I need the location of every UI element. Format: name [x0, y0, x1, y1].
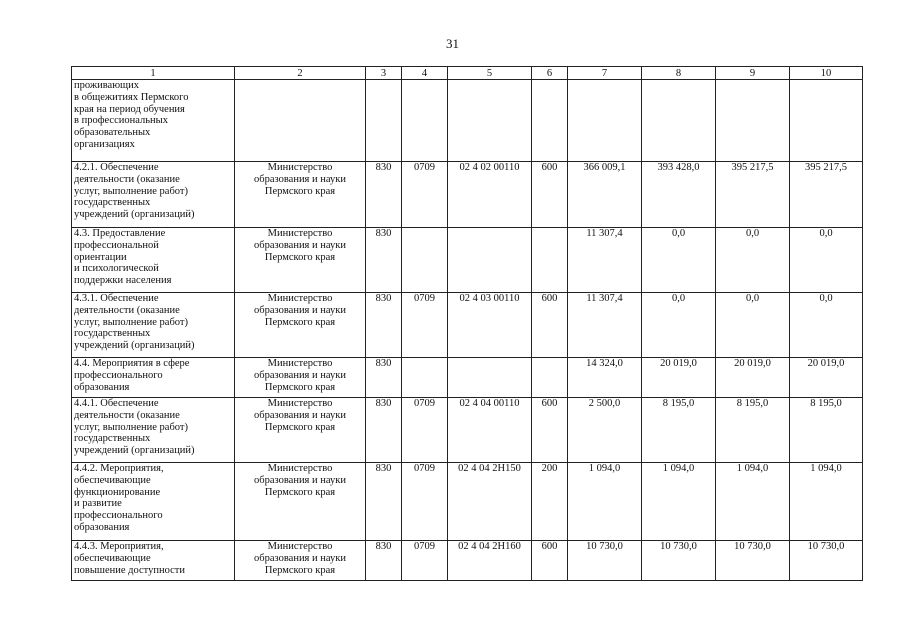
- cell-ministry-code: 830: [366, 463, 402, 541]
- cell-expense-type: [532, 358, 568, 398]
- cell-amount-10: 0,0: [790, 293, 863, 358]
- cell-amount-8: 20 019,0: [642, 358, 716, 398]
- table-row: [72, 80, 863, 162]
- table-row: [72, 228, 863, 293]
- cell-amount-10: [790, 80, 863, 162]
- row-executor: Министерство образования и науки Пермского края: [235, 228, 366, 293]
- cell-target-code: [448, 228, 532, 293]
- cell-amount-8: 1 094,0: [642, 463, 716, 541]
- cell-section-code: 0709: [402, 463, 448, 541]
- header-cell-10: 10: [790, 67, 863, 80]
- cell-amount-10: 1 094,0: [790, 463, 863, 541]
- header-cell-1: 1: [72, 67, 235, 80]
- row-name: 4.4.3. Мероприятия, обеспечивающие повышение доступности: [72, 541, 235, 581]
- cell-expense-type: 600: [532, 293, 568, 358]
- row-name: 4.4.1. Обеспечение деятельности (оказание услуг, выполнение работ) государственных учреждений (организаций): [72, 398, 235, 463]
- cell-ministry-code: [366, 80, 402, 162]
- cell-amount-8: 0,0: [642, 228, 716, 293]
- row-executor: [235, 80, 366, 162]
- row-executor: Министерство образования и науки Пермского края: [235, 293, 366, 358]
- row-name: 4.3.1. Обеспечение деятельности (оказание услуг, выполнение работ) государственных учреждений (организаций): [72, 293, 235, 358]
- cell-section-code: [402, 228, 448, 293]
- header-cell-6: 6: [532, 67, 568, 80]
- cell-amount-7: 1 094,0: [568, 463, 642, 541]
- table-row: [72, 463, 863, 541]
- table-row: [72, 358, 863, 398]
- row-name: 4.3. Предоставление профессиональной ориентации и психологической поддержки населения: [72, 228, 235, 293]
- cell-ministry-code: 830: [366, 358, 402, 398]
- cell-target-code: 02 4 04 00110: [448, 398, 532, 463]
- cell-target-code: [448, 358, 532, 398]
- cell-expense-type: [532, 80, 568, 162]
- table-row: [72, 398, 863, 463]
- cell-target-code: 02 4 04 2Н160: [448, 541, 532, 581]
- cell-amount-9: 20 019,0: [716, 358, 790, 398]
- cell-amount-7: 11 307,4: [568, 293, 642, 358]
- page-number: 31: [446, 36, 459, 51]
- cell-expense-type: 200: [532, 463, 568, 541]
- cell-amount-7: 10 730,0: [568, 541, 642, 581]
- cell-amount-8: 8 195,0: [642, 398, 716, 463]
- row-name: 4.4.2. Мероприятия, обеспечивающие функционирование и развитие профессионального образования: [72, 463, 235, 541]
- cell-amount-8: 393 428,0: [642, 162, 716, 228]
- cell-section-code: 0709: [402, 162, 448, 228]
- row-executor: Министерство образования и науки Пермского края: [235, 162, 366, 228]
- cell-amount-9: 8 195,0: [716, 398, 790, 463]
- cell-ministry-code: 830: [366, 398, 402, 463]
- cell-amount-10: 0,0: [790, 228, 863, 293]
- cell-ministry-code: 830: [366, 293, 402, 358]
- row-executor: Министерство образования и науки Пермского края: [235, 398, 366, 463]
- cell-target-code: 02 4 03 00110: [448, 293, 532, 358]
- header-cell-2: 2: [235, 67, 366, 80]
- row-executor: Министерство образования и науки Пермского края: [235, 541, 366, 581]
- cell-amount-8: 10 730,0: [642, 541, 716, 581]
- cell-amount-8: 0,0: [642, 293, 716, 358]
- cell-expense-type: 600: [532, 541, 568, 581]
- cell-amount-9: 1 094,0: [716, 463, 790, 541]
- table-row: [72, 293, 863, 358]
- cell-amount-8: [642, 80, 716, 162]
- header-cell-8: 8: [642, 67, 716, 80]
- cell-amount-9: 0,0: [716, 228, 790, 293]
- row-executor: Министерство образования и науки Пермского края: [235, 358, 366, 398]
- cell-expense-type: 600: [532, 398, 568, 463]
- cell-amount-9: 10 730,0: [716, 541, 790, 581]
- cell-expense-type: [532, 228, 568, 293]
- cell-ministry-code: 830: [366, 541, 402, 581]
- cell-section-code: [402, 80, 448, 162]
- cell-target-code: 02 4 02 00110: [448, 162, 532, 228]
- header-cell-7: 7: [568, 67, 642, 80]
- cell-target-code: [448, 80, 532, 162]
- cell-target-code: 02 4 04 2Н150: [448, 463, 532, 541]
- cell-ministry-code: 830: [366, 228, 402, 293]
- header-cell-3: 3: [366, 67, 402, 80]
- cell-amount-7: 14 324,0: [568, 358, 642, 398]
- cell-amount-9: [716, 80, 790, 162]
- header-cell-9: 9: [716, 67, 790, 80]
- row-name: 4.2.1. Обеспечение деятельности (оказание услуг, выполнение работ) государственных учреждений (организаций): [72, 162, 235, 228]
- cell-ministry-code: 830: [366, 162, 402, 228]
- cell-expense-type: 600: [532, 162, 568, 228]
- header-cell-4: 4: [402, 67, 448, 80]
- cell-amount-9: 0,0: [716, 293, 790, 358]
- cell-amount-10: 10 730,0: [790, 541, 863, 581]
- cell-amount-7: [568, 80, 642, 162]
- row-executor: Министерство образования и науки Пермского края: [235, 463, 366, 541]
- row-name: 4.4. Мероприятия в сфере профессионального образования: [72, 358, 235, 398]
- cell-section-code: 0709: [402, 541, 448, 581]
- cell-amount-9: 395 217,5: [716, 162, 790, 228]
- cell-amount-10: 20 019,0: [790, 358, 863, 398]
- budget-table: [71, 66, 863, 581]
- cell-amount-7: 366 009,1: [568, 162, 642, 228]
- cell-section-code: [402, 358, 448, 398]
- row-name: проживающих в общежитиях Пермского края на период обучения в профессиональных образовательных организациях: [72, 80, 235, 162]
- table-row: [72, 541, 863, 581]
- header-cell-5: 5: [448, 67, 532, 80]
- cell-amount-10: 395 217,5: [790, 162, 863, 228]
- header-row: [72, 67, 863, 80]
- table-row: [72, 162, 863, 228]
- cell-section-code: 0709: [402, 398, 448, 463]
- cell-amount-7: 11 307,4: [568, 228, 642, 293]
- cell-amount-7: 2 500,0: [568, 398, 642, 463]
- cell-amount-10: 8 195,0: [790, 398, 863, 463]
- cell-section-code: 0709: [402, 293, 448, 358]
